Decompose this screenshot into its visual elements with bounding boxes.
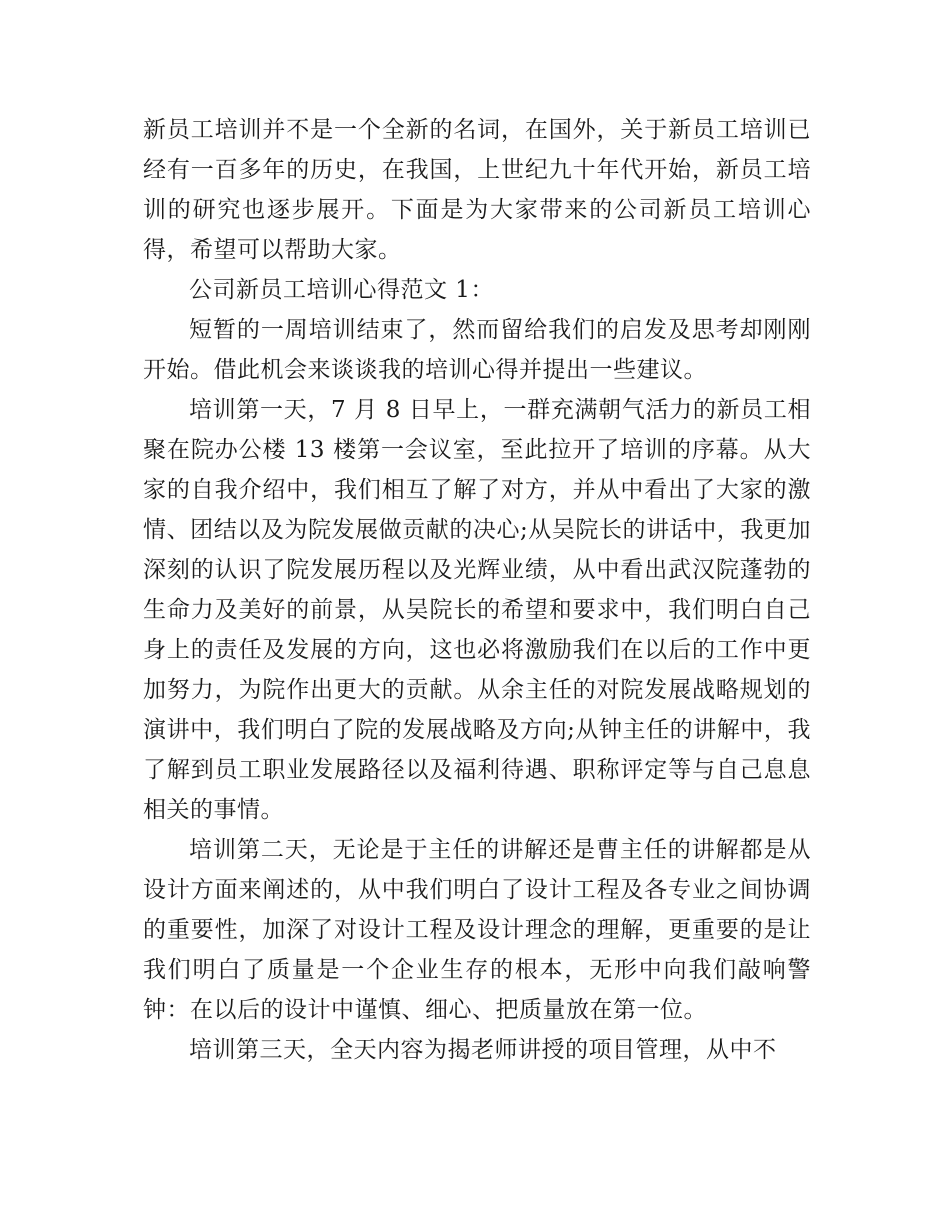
paragraph-day-two: 培训第二天，无论是于主任的讲解还是曹主任的讲解都是从设计方面来阐述的，从中我们明白了设计工程及各专业之间协调的重要性，加深了对设计工程及设计理念的理解，更重要的是让我们明白了质量是一个企业生存的根本，无形中向我们敲响警钟：在以后的设计中谨慎、细心、把质量放在第一位。	[143, 837, 811, 1023]
paragraph-day-one: 培训第一天，7 月 8 日早上，一群充满朝气活力的新员工相聚在院办公楼 13 楼第一会议室，至此拉开了培训的序幕。从大家的自我介绍中，我们相互了解了对方，并从中看出了大家的激情、团结以及为院发展做贡献的决心;从吴院长的讲话中，我更加深刻的认识了院发展历程以及光辉业绩，从中看出武汉院蓬勃的生命力及美好的前景，从吴院长的希望和要求中，我们明白自己身上的责任及发展的方向，这也必将激励我们在以后的工作中更加努力，为院作出更大的贡献。从余主任的对院发展战略规划的演讲中，我们明白了院的发展战略及方向;从钟主任的讲解中，我了解到员工职业发展路径以及福利待遇、职称评定等与自己息息相关的事情。	[143, 397, 811, 823]
sample-heading: 公司新员工培训心得范文 1：	[189, 277, 494, 303]
document-body	[143, 110, 811, 1070]
paragraph-day-three: 培训第三天，全天内容为揭老师讲授的项目管理，从中不	[189, 1037, 777, 1063]
paragraph-summary: 短暂的一周培训结束了，然而留给我们的启发及思考却刚刚开始。借此机会来谈谈我的培训心得并提出一些建议。	[143, 317, 811, 383]
intro-paragraph: 新员工培训并不是一个全新的名词，在国外，关于新员工培训已经有一百多年的历史，在我国，上世纪九十年代开始，新员工培训的研究也逐步展开。下面是为大家带来的公司新员工培训心得，希望可以帮助大家。	[143, 117, 811, 263]
